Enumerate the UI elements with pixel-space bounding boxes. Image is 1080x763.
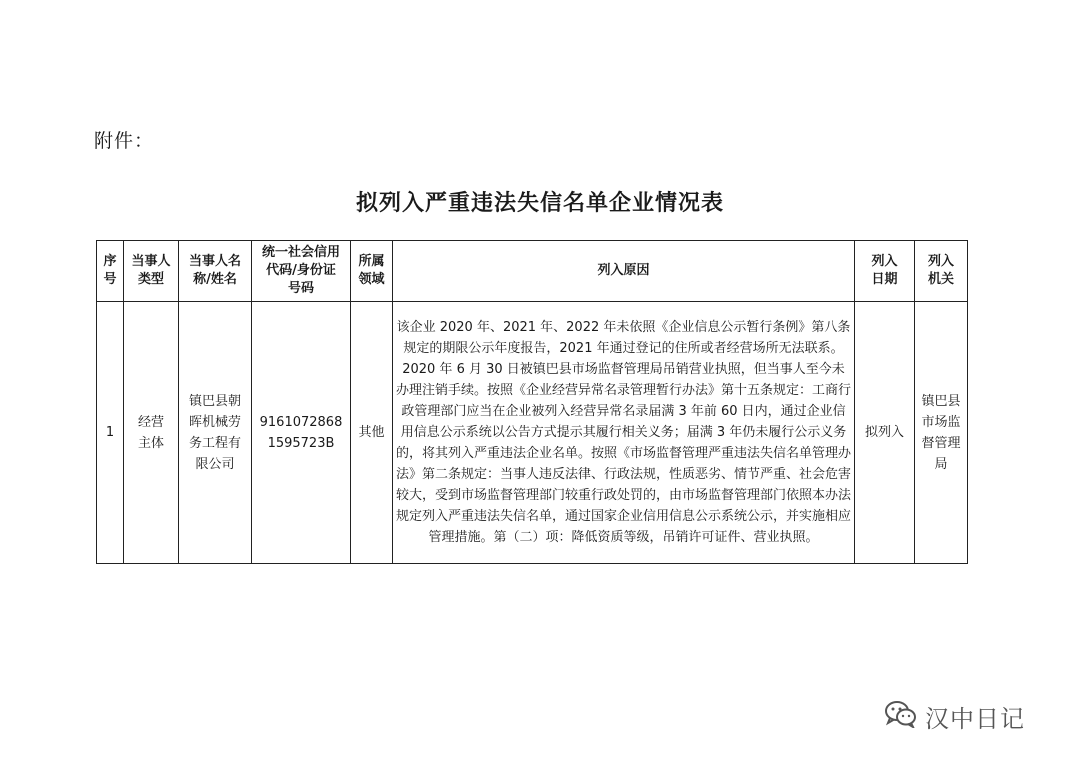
header-seq-line: 序 bbox=[103, 254, 117, 269]
table-row bbox=[97, 302, 968, 564]
header-seq bbox=[97, 241, 124, 302]
wechat-icon bbox=[884, 700, 918, 732]
header-credit-code bbox=[252, 241, 351, 302]
header-authority-line: 列入 bbox=[927, 254, 954, 269]
header-authority-line: 机关 bbox=[927, 272, 954, 287]
header-date-line: 日期 bbox=[871, 272, 898, 287]
cell-date: 拟列入 bbox=[855, 302, 915, 564]
cell-credit-code: 91610728681595723B bbox=[252, 302, 351, 564]
header-party-type bbox=[124, 241, 179, 302]
header-seq-line: 号 bbox=[103, 272, 117, 287]
enterprise-table bbox=[96, 240, 968, 564]
watermark bbox=[884, 699, 1025, 733]
header-field bbox=[351, 241, 393, 302]
header-party-name-line: 称/姓名 bbox=[193, 272, 237, 287]
header-credit-code-line: 号码 bbox=[287, 281, 314, 296]
header-credit-code-line: 代码/身份证 bbox=[266, 263, 336, 278]
document-title: 拟列入严重违法失信名单企业情况表 bbox=[355, 190, 724, 216]
cell-field: 其他 bbox=[351, 302, 393, 564]
header-party-type-line: 类型 bbox=[137, 272, 164, 287]
header-field-line: 领域 bbox=[358, 272, 385, 287]
header-row bbox=[97, 241, 968, 302]
cell-party-name: 镇巴县朝晖机械劳务工程有限公司 bbox=[179, 302, 252, 564]
header-field-line: 所属 bbox=[358, 254, 385, 269]
watermark-text: 汉中日记 bbox=[925, 704, 1025, 733]
header-reason: 列入原因 bbox=[393, 241, 855, 302]
header-date-line: 列入 bbox=[871, 254, 898, 269]
attachment-label: 附件： bbox=[94, 130, 155, 152]
header-authority bbox=[915, 241, 968, 302]
cell-reason: 该企业 2020 年、2021 年、2022 年未依照《企业信息公示暂行条例》第八条规定的期限公示年度报告，2021 年通过登记的住所或者经营场所无法联系。2020 年 6 月 30 日被镇巴县市场监督管理局吊销营业执照，但当事人至今未办理注销手续。按照《企业经营异常名录管理暂行办法》第十五条规定：工商行政管理部门应当在企业被列入经营异常名录届满 3 年前 60 日内，通过企业信用信息公示系统以公告方式提示其履行相关义务；届满 3 年仍未履行公示义务的，将其列入严重违法企业名单。按照《市场监督管理严重违法失信名单管理办法》第二条规定：当事人违反法律、行政法规，性质恶劣、情节严重、社会危害较大，受到市场监督管理部门较重行政处罚的，由市场监督管理部门依照本办法规定列入严重违法失信名单，通过国家企业信用信息公示系统公示，并实施相应管理措施。第（二）项：降低资质等级，吊销许可证件、营业执照。 bbox=[393, 302, 855, 564]
header-credit-code-line: 统一社会信用 bbox=[261, 245, 340, 260]
header-party-name-line: 当事人名 bbox=[188, 254, 241, 269]
cell-party-type: 经营主体 bbox=[124, 302, 179, 564]
cell-seq: 1 bbox=[97, 302, 124, 564]
header-party-name bbox=[179, 241, 252, 302]
cell-authority: 镇巴县市场监督管理局 bbox=[915, 302, 968, 564]
header-party-type-line: 当事人 bbox=[131, 254, 171, 269]
header-date bbox=[855, 241, 915, 302]
